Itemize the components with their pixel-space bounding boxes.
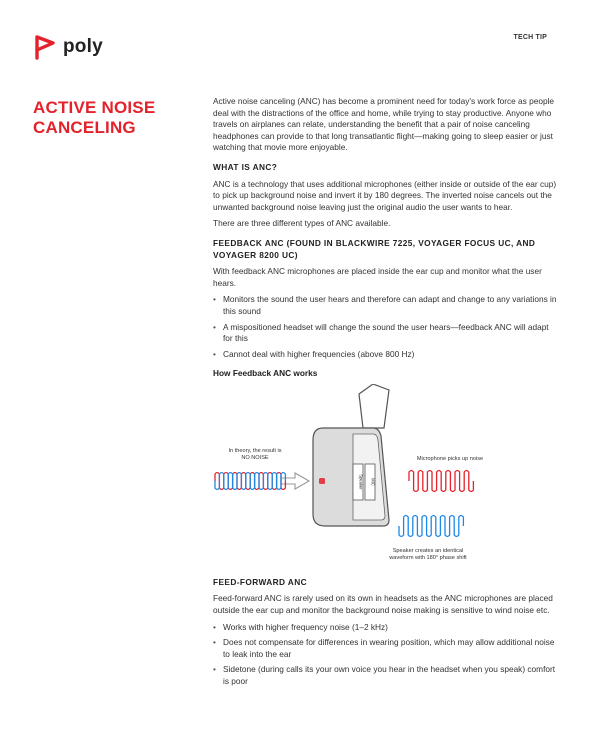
what-is-anc-heading: WHAT IS ANC? — [213, 161, 278, 172]
speaker-part-label: Speaker — [358, 474, 364, 490]
list-item: • A mispositioned headset will change the sound the user hears—feedback ANC will adapt for this — [213, 322, 559, 345]
poly-logo — [33, 34, 103, 60]
feedback-anc-figure — [213, 384, 559, 569]
intro-paragraph: Active noise canceling (ANC) has become a prominent need for today's work force as people deal with the distractions of the office and home, while trying to stay productive. Anyone who travels on airplanes can relate, understanding the benefit that a pair of noise canceling headphones can provide to that long transatlantic flight—making going to sleep easier or just watching that movie more enjoyable. — [213, 96, 555, 153]
poly-logo-icon — [33, 34, 59, 60]
page-title — [33, 98, 183, 138]
what-is-anc-paragraph: ANC is a technology that uses additional microphones (either inside or outside of the ear cup) to pick up background noise and invert it by 180 degrees. The inverted noise cancels out the unwanted background noise leaving just the original audio the user wants to hear. — [213, 178, 557, 212]
headband-shape — [359, 384, 389, 428]
feed-forward-heading: FEED-FORWARD ANC — [213, 576, 307, 587]
feedback-anc-diagram — [213, 384, 559, 569]
list-item: • Monitors the sound the user hears and therefore can adapt and change to any variations in this sound — [213, 294, 559, 317]
wave-noise-red — [409, 470, 473, 491]
feed-forward-list — [213, 622, 559, 688]
list-item: • Works with higher frequency noise (1–2 kHz) — [213, 622, 559, 634]
feed-forward-paragraph: Feed-forward ANC is rarely used on its own in headsets as the ANC microphones are placed outside the ear cup and monitor the background noise making is sensitive to wind noise etc. — [213, 593, 553, 616]
waveform-path — [215, 472, 285, 489]
mic-label: Microphone picks up noise — [416, 455, 484, 462]
feedback-anc-paragraph: With feedback ANC microphones are placed inside the ear cup and monitor what the user hears. — [213, 266, 542, 288]
page-title-line1: ACTIVE NOISE — [33, 98, 156, 117]
anc-types-paragraph: There are three different types of ANC available. — [213, 218, 391, 229]
waveform-path — [399, 515, 463, 536]
list-item: • Cannot deal with higher frequencies (above 800 Hz) — [213, 349, 559, 361]
theory-label: In theory, the result is NO NOISE — [228, 447, 282, 461]
feedback-anc-heading: FEEDBACK ANC (FOUND IN BLACKWIRE 7225, VOYAGER FOCUS UC, AND VOYAGER 8200 UC) — [213, 237, 536, 260]
figure-title: How Feedback ANC works — [213, 368, 318, 379]
page-title-line2: CANCELING — [33, 118, 136, 137]
tech-tip-tag: TECH TIP — [513, 34, 547, 41]
main-content — [213, 96, 559, 693]
wave-speaker-blue — [399, 515, 463, 536]
list-item: • Does not compensate for differences in wearing position, which may allow additional noise to leak into the ear — [213, 637, 559, 660]
speaker-label: Speaker creates an identical waveform with 180° phase shift — [389, 547, 467, 561]
wave-left-blue — [215, 472, 285, 489]
logo-text: poly — [63, 36, 103, 57]
list-item: • Sidetone (during calls its your own voice you hear in the headset when you speak) comfort is poor — [213, 664, 559, 687]
feedback-anc-list — [213, 294, 559, 360]
ear-marker — [319, 478, 325, 484]
waveform-path — [409, 470, 473, 491]
mic-part-label: MIC — [370, 478, 376, 486]
